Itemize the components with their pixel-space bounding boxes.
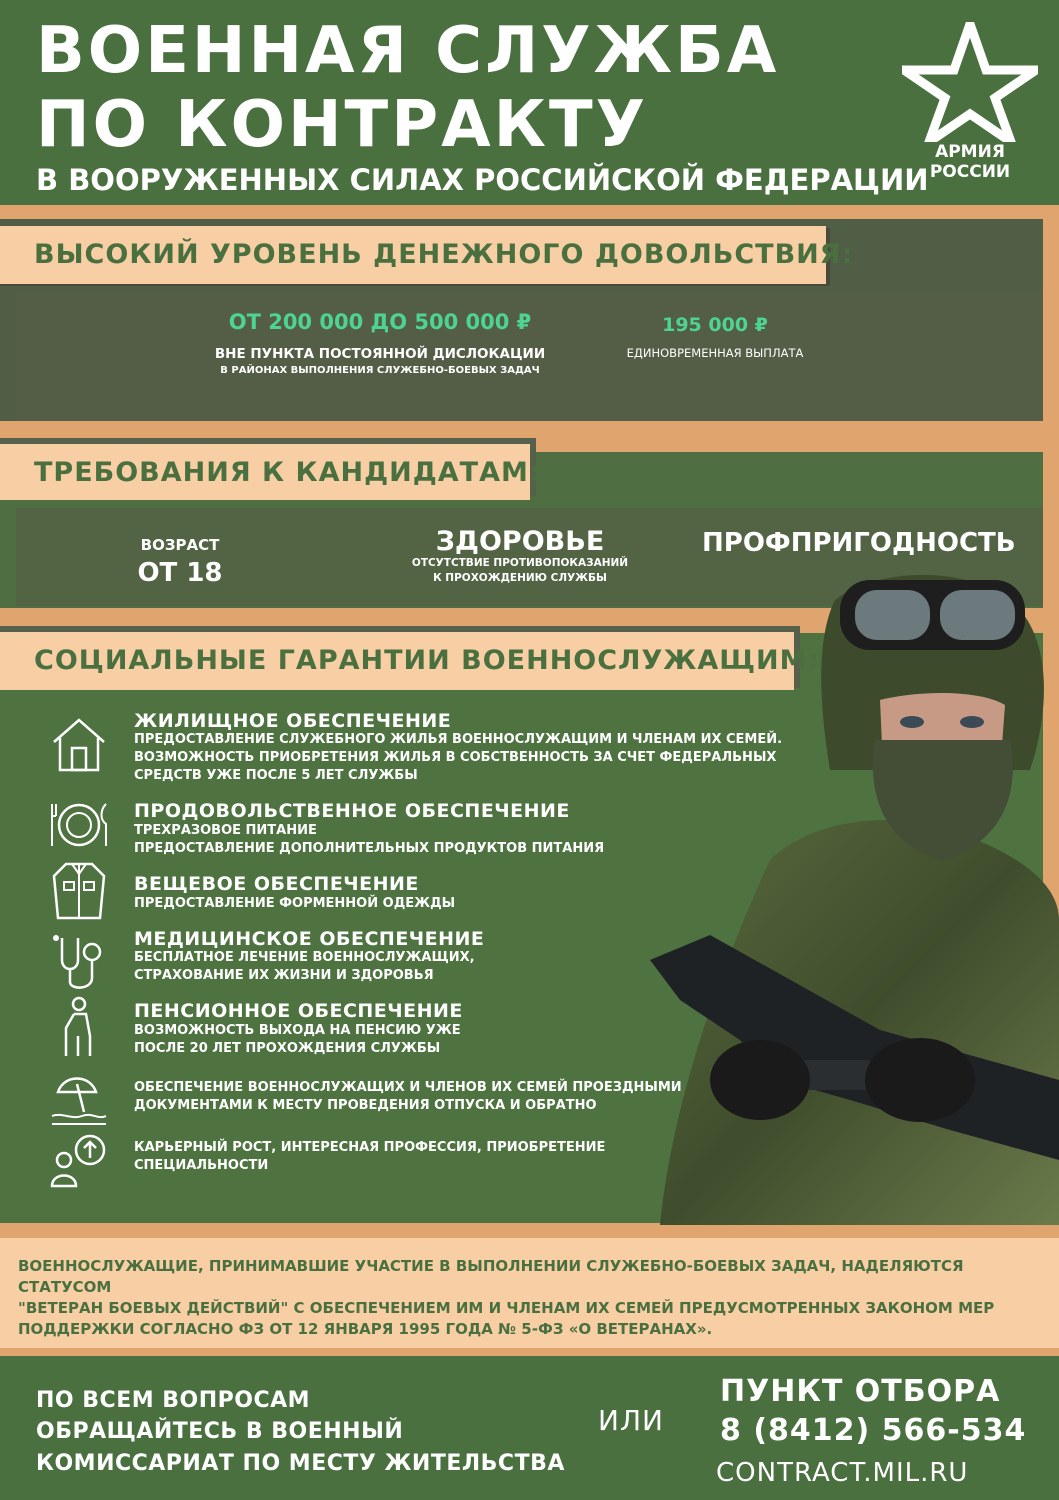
pension-line-2: ПОСЛЕ 20 ЛЕТ ПРОХОЖДЕНИЯ СЛУЖБЫ — [134, 1041, 441, 1056]
career-line-2: СПЕЦИАЛЬНОСТИ — [134, 1158, 269, 1173]
age-label: ВОЗРАСТ — [140, 536, 220, 554]
footer-left-3: КОМИССАРИАТ ПО МЕСТУ ЖИТЕЛЬСТВА — [36, 1451, 565, 1476]
housing-title: ЖИЛИЩНОЕ ОБЕСПЕЧЕНИЕ — [134, 710, 452, 732]
logo-text-2: РОССИИ — [929, 162, 1011, 182]
plate-icon — [48, 794, 110, 856]
health-title: ЗДОРОВЬЕ — [435, 526, 605, 557]
housing-line-3: СРЕДСТВ УЖЕ ПОСЛЕ 5 ЛЕТ СЛУЖБЫ — [134, 768, 418, 783]
veteran-line-1: ВОЕННОСЛУЖАЩИЕ, ПРИНИМАВШИЕ УЧАСТИЕ В ВЫПОЛНЕНИИ СЛУЖЕБНО-БОЕВЫХ ЗАДАЧ, НАДЕЛЯЮТСЯ СТАТУСОМ — [18, 1257, 964, 1296]
medical-line-1: БЕСПЛАТНОЕ ЛЕЧЕНИЕ ВОЕННОСЛУЖАЩИХ, — [134, 950, 475, 965]
veteran-line-2: С ОБЕСПЕЧЕНИЕМ ИМ И ЧЛЕНАМ ИХ СЕМЕЙ ПРЕДУСМОТРЕННЫХ ЗАКОНОМ МЕР — [288, 1299, 995, 1317]
career-line-1: КАРЬЕРНЫЙ РОСТ, ИНТЕРЕСНАЯ ПРОФЕССИЯ, ПРИОБРЕТЕНИЕ — [134, 1140, 606, 1155]
career-icon — [48, 1130, 110, 1192]
housing-line-1: ПРЕДОСТАВЛЕНИЕ СЛУЖЕБНОГО ЖИЛЬЯ ВОЕННОСЛУЖАЩИМ И ЧЛЕНАМ ИХ СЕМЕЙ. — [134, 732, 783, 747]
food-title: ПРОДОВОЛЬСТВЕННОЕ ОБЕСПЕЧЕНИЕ — [134, 800, 570, 822]
title-line-1: ВОЕННАЯ СЛУЖБА — [36, 14, 780, 88]
travel-line-2: ДОКУМЕНТАМИ К МЕСТУ ПРОВЕДЕНИЯ ОТПУСКА И ОБРАТНО — [134, 1098, 597, 1113]
phone-number[interactable]: 8 (8412) 566-534 — [720, 1413, 1027, 1448]
footer-left-2: ОБРАЩАЙТЕСЬ В ВОЕННЫЙ — [36, 1419, 404, 1444]
salary-heading: ВЫСОКИЙ УРОВЕНЬ ДЕНЕЖНОГО ДОВОЛЬСТВИЯ: — [0, 226, 826, 284]
food-line-2: ПРЕДОСТАВЛЕНИЕ ДОПОЛНИТЕЛЬНЫХ ПРОДУКТОВ ПИТАНИЯ — [134, 841, 605, 856]
website-link[interactable]: CONTRACT.MIL.RU — [716, 1458, 969, 1488]
title-line-3: В ВООРУЖЕННЫХ СИЛАХ РОССИЙСКОЙ ФЕДЕРАЦИИ — [36, 163, 929, 197]
clothing-line-1: ПРЕДОСТАВЛЕНИЕ ФОРМЕННОЙ ОДЕЖДЫ — [134, 896, 456, 911]
veteran-status: "ВЕТЕРАН БОЕВЫХ ДЕЙСТВИЙ" — [18, 1299, 289, 1317]
social-heading: СОЦИАЛЬНЫЕ ГАРАНТИИ ВОЕННОСЛУЖАЩИМ: — [0, 632, 794, 690]
travel-line-1: ОБЕСПЕЧЕНИЕ ВОЕННОСЛУЖАЩИХ И ЧЛЕНОВ ИХ СЕМЕЙ ПРОЕЗДНЫМИ — [134, 1080, 682, 1095]
selection-point: ПУНКТ ОТБОРА — [720, 1374, 1001, 1409]
salary-label-2: ЕДИНОВРЕМЕННАЯ ВЫПЛАТА — [626, 346, 804, 360]
health-desc-2: К ПРОХОЖДЕНИЮ СЛУЖБЫ — [433, 572, 607, 584]
fitness-label: ПРОФПРИГОДНОСТЬ — [702, 528, 1016, 558]
salary-amount-1: ОТ 200 000 ДО 500 000 ₽ — [228, 310, 532, 334]
star-icon — [902, 22, 1038, 142]
clothing-title: ВЕЩЕВОЕ ОБЕСПЕЧЕНИЕ — [134, 873, 419, 895]
salary-label-1: ВНЕ ПУНКТА ПОСТОЯННОЙ ДИСЛОКАЦИИ — [214, 346, 546, 362]
footer-or: ИЛИ — [598, 1404, 664, 1437]
stethoscope-icon — [48, 930, 110, 992]
shirt-icon — [48, 860, 110, 922]
health-desc-1: ОТСУТСТВИЕ ПРОТИВОПОКАЗАНИЙ — [411, 557, 629, 569]
housing-line-2: ВОЗМОЖНОСТЬ ПРИОБРЕТЕНИЯ ЖИЛЬЯ В СОБСТВЕННОСТЬ ЗА СЧЕТ ФЕДЕРАЛЬНЫХ — [134, 750, 777, 765]
footer-left-1: ПО ВСЕМ ВОПРОСАМ — [36, 1388, 311, 1413]
soldier-illustration — [650, 560, 1059, 1225]
veteran-text — [18, 1256, 1043, 1340]
beach-icon — [48, 1068, 110, 1130]
food-line-1: ТРЕХРАЗОВОЕ ПИТАНИЕ — [134, 823, 317, 838]
elder-icon — [48, 996, 110, 1058]
veteran-line-3: ПОДДЕРЖКИ СОГЛАСНО ФЗ ОТ 12 ЯНВАРЯ 1995 ГОДА № 5-ФЗ «О ВЕТЕРАНАХ». — [18, 1320, 713, 1338]
title-line-2: ПО КОНТРАКТУ — [36, 88, 648, 162]
house-icon — [48, 712, 110, 774]
age-value: ОТ 18 — [137, 558, 223, 588]
salary-amount-2: 195 000 ₽ — [662, 314, 768, 336]
logo-text-1: АРМИЯ — [935, 142, 1005, 162]
salary-sublabel-1: В РАЙОНАХ ВЫПОЛНЕНИЯ СЛУЖЕБНО-БОЕВЫХ ЗАДАЧ — [220, 365, 540, 376]
pension-line-1: ВОЗМОЖНОСТЬ ВЫХОДА НА ПЕНСИЮ УЖЕ — [134, 1023, 461, 1038]
medical-title: МЕДИЦИНСКОЕ ОБЕСПЕЧЕНИЕ — [134, 928, 485, 950]
army-russia-logo — [902, 22, 1038, 182]
pension-title: ПЕНСИОННОЕ ОБЕСПЕЧЕНИЕ — [134, 1000, 463, 1022]
requirements-heading: ТРЕБОВАНИЯ К КАНДИДАТАМ: — [0, 444, 530, 500]
veteran-notice — [0, 1238, 1059, 1348]
medical-line-2: СТРАХОВАНИЕ ИХ ЖИЗНИ И ЗДОРОВЬЯ — [134, 968, 434, 983]
